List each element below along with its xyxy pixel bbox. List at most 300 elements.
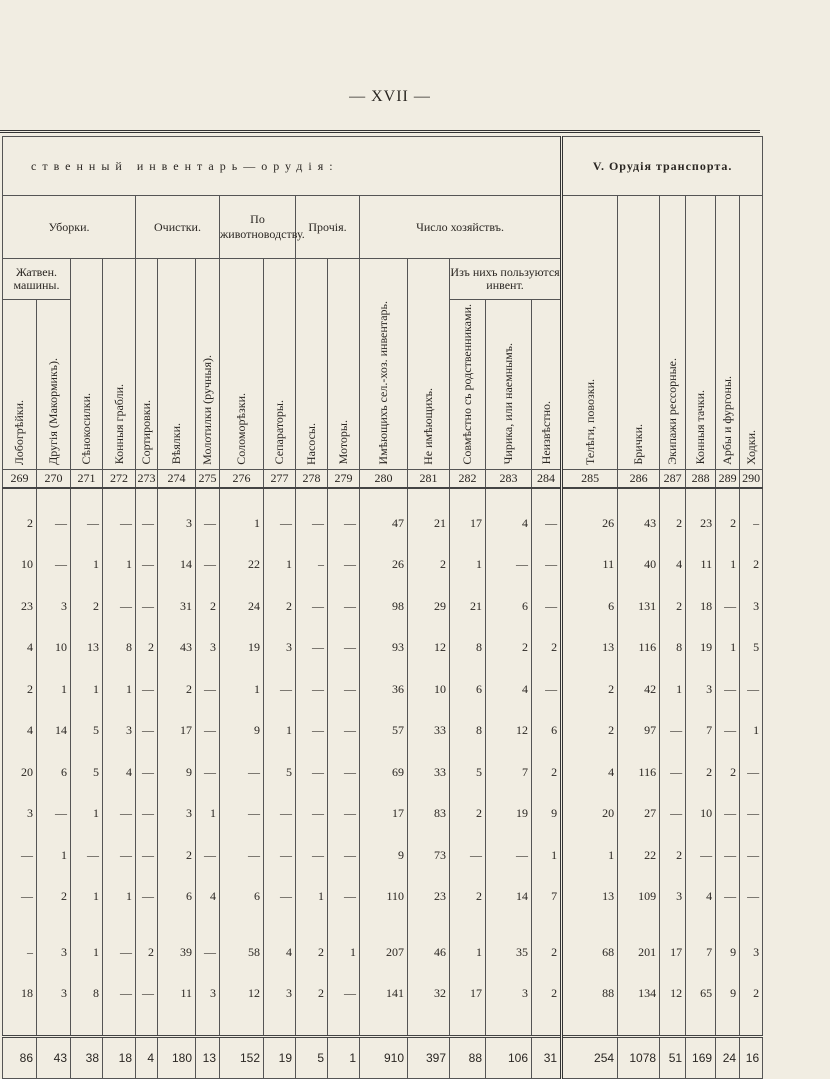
spacer-cell xyxy=(740,488,763,503)
table-cell: 3 xyxy=(158,503,196,545)
table-cell: — xyxy=(37,793,71,835)
spacer-cell xyxy=(136,488,158,503)
table-cell: 2 xyxy=(136,932,158,974)
group-uborki: Уборки. xyxy=(3,196,136,259)
spacer-cell xyxy=(532,488,562,503)
table-cell: 6 xyxy=(532,710,562,752)
table-cell: 2 xyxy=(71,586,103,628)
table-cell: – xyxy=(3,932,37,974)
total-cell: 106 xyxy=(486,1036,532,1078)
table-cell: — xyxy=(136,752,158,794)
spacer-cell xyxy=(136,918,158,932)
table-cell: — xyxy=(136,669,158,711)
table-cell: — xyxy=(196,669,220,711)
table-cell: — xyxy=(716,876,740,918)
table-cell: 141 xyxy=(360,973,408,1015)
table-cell: 5 xyxy=(71,752,103,794)
table-cell: 1 xyxy=(716,627,740,669)
table-cell: — xyxy=(220,835,264,877)
table-cell: 2 xyxy=(486,627,532,669)
column-number: 269 xyxy=(3,469,37,488)
table-cell: 2 xyxy=(562,710,618,752)
spacer-cell xyxy=(716,1015,740,1037)
table-cell: 2 xyxy=(158,669,196,711)
table-cell: 3 xyxy=(37,586,71,628)
spacer-cell xyxy=(686,488,716,503)
spacer-cell xyxy=(328,918,360,932)
column-number: 274 xyxy=(158,469,196,488)
table-cell: — xyxy=(328,710,360,752)
spacer-cell xyxy=(686,1015,716,1037)
table-cell: 3 xyxy=(37,932,71,974)
group-prochiya: Прочія. xyxy=(296,196,360,259)
table-cell: — xyxy=(296,752,328,794)
table-cell: 1 xyxy=(71,669,103,711)
col-header-275: Молотилки (ручныя). xyxy=(196,259,220,470)
table-cell: 1 xyxy=(450,544,486,586)
table-cell: 8 xyxy=(71,973,103,1015)
column-number: 289 xyxy=(716,469,740,488)
table-cell: 18 xyxy=(686,586,716,628)
spacer-cell xyxy=(360,488,408,503)
table-cell: — xyxy=(532,586,562,628)
table-cell: — xyxy=(103,793,136,835)
table-cell: 3 xyxy=(264,973,296,1015)
spacer-cell xyxy=(3,1015,37,1037)
table-cell: — xyxy=(220,752,264,794)
total-cell: 51 xyxy=(660,1036,686,1078)
table-cell: 2 xyxy=(716,752,740,794)
table-cell: 6 xyxy=(158,876,196,918)
table-cell: 24 xyxy=(220,586,264,628)
table-cell: 3 xyxy=(196,627,220,669)
spacer-cell xyxy=(103,1015,136,1037)
table-cell: 3 xyxy=(37,973,71,1015)
table-cell: 4 xyxy=(3,627,37,669)
table-cell: 10 xyxy=(37,627,71,669)
table-cell: — xyxy=(103,973,136,1015)
table-cell: 14 xyxy=(158,544,196,586)
table-cell: 3 xyxy=(686,669,716,711)
spacer-cell xyxy=(328,1015,360,1037)
total-cell: 1 xyxy=(328,1036,360,1078)
table-cell: — xyxy=(136,793,158,835)
spacer-cell xyxy=(220,488,264,503)
table-cell: 7 xyxy=(532,876,562,918)
table-cell: — xyxy=(296,627,328,669)
table-cell: 1 xyxy=(196,793,220,835)
col-header-277: Сепараторы. xyxy=(264,259,296,470)
total-cell: 18 xyxy=(103,1036,136,1078)
column-number: 280 xyxy=(360,469,408,488)
table-cell: 12 xyxy=(486,710,532,752)
spacer-cell xyxy=(37,488,71,503)
table-cell: 1 xyxy=(71,544,103,586)
spacer-cell xyxy=(618,1015,660,1037)
col-header-281: Не имѣющихъ. xyxy=(408,259,450,470)
table-cell: 31 xyxy=(158,586,196,628)
col-header-286: Брички. xyxy=(618,196,660,470)
col-header-288: Конныя тачки. xyxy=(686,196,716,470)
table-cell: — xyxy=(71,503,103,545)
table-cell: 1 xyxy=(264,544,296,586)
total-cell: 5 xyxy=(296,1036,328,1078)
spacer-cell xyxy=(220,1015,264,1037)
table-cell: 10 xyxy=(686,793,716,835)
table-cell: 20 xyxy=(3,752,37,794)
col-header-290: Ходки. xyxy=(740,196,763,470)
spacer-cell xyxy=(408,488,450,503)
spacer-cell xyxy=(686,918,716,932)
table-cell: 1 xyxy=(37,835,71,877)
table-row xyxy=(3,544,763,586)
table-cell: — xyxy=(136,710,158,752)
table-cell: — xyxy=(716,586,740,628)
table-cell: — xyxy=(103,932,136,974)
table-cell: 4 xyxy=(486,669,532,711)
table-cell: — xyxy=(196,752,220,794)
spacer-cell xyxy=(486,488,532,503)
table-cell: 2 xyxy=(408,544,450,586)
table-cell: 19 xyxy=(220,627,264,669)
table-cell: 2 xyxy=(740,973,763,1015)
table-cell: 5 xyxy=(740,627,763,669)
table-cell: — xyxy=(296,586,328,628)
section-left-title: ственный инвентарь—орудія: xyxy=(3,137,562,196)
table-cell: 1 xyxy=(220,503,264,545)
table-cell: — xyxy=(264,669,296,711)
table-cell: — xyxy=(328,544,360,586)
section-right-title: V. Орудія транспорта. xyxy=(562,137,763,196)
table-cell: — xyxy=(328,586,360,628)
table-cell: 2 xyxy=(532,973,562,1015)
table-cell: 2 xyxy=(450,876,486,918)
table-cell: — xyxy=(328,876,360,918)
table-cell: 1 xyxy=(296,876,328,918)
table-cell: — xyxy=(296,793,328,835)
table-row xyxy=(3,876,763,918)
table-cell: 43 xyxy=(158,627,196,669)
table-cell: — xyxy=(328,793,360,835)
table-cell: — xyxy=(486,544,532,586)
total-cell: 152 xyxy=(220,1036,264,1078)
column-number: 272 xyxy=(103,469,136,488)
spacer-cell xyxy=(740,918,763,932)
table-cell: 3 xyxy=(158,793,196,835)
spacer-cell xyxy=(158,488,196,503)
table-cell: 58 xyxy=(220,932,264,974)
col-header-278: Насосы. xyxy=(296,259,328,470)
table-cell: 3 xyxy=(196,973,220,1015)
table-cell: 27 xyxy=(618,793,660,835)
column-number: 288 xyxy=(686,469,716,488)
total-cell: 180 xyxy=(158,1036,196,1078)
table-cell: 11 xyxy=(562,544,618,586)
table-cell: 17 xyxy=(158,710,196,752)
spacer-cell xyxy=(158,918,196,932)
table-cell: 17 xyxy=(360,793,408,835)
spacer-cell xyxy=(296,918,328,932)
table-cell: — xyxy=(196,544,220,586)
spacer-cell xyxy=(716,918,740,932)
spacer-cell xyxy=(136,1015,158,1037)
table-cell: 3 xyxy=(740,932,763,974)
col-header-289: Арбы и фургоны. xyxy=(716,196,740,470)
table-cell: 1 xyxy=(328,932,360,974)
table-cell: 2 xyxy=(296,932,328,974)
table-cell: 1 xyxy=(264,710,296,752)
table-cell: 4 xyxy=(562,752,618,794)
table-cell: 23 xyxy=(3,586,37,628)
col-header-270: Другія (Макормикъ). xyxy=(37,300,71,470)
table-cell: — xyxy=(328,627,360,669)
spacer-cell xyxy=(296,488,328,503)
table-cell: 17 xyxy=(660,932,686,974)
table-cell: 20 xyxy=(562,793,618,835)
total-cell: 169 xyxy=(686,1036,716,1078)
total-cell: 24 xyxy=(716,1036,740,1078)
spacer-cell xyxy=(158,1015,196,1037)
table-cell: 1 xyxy=(71,932,103,974)
table-cell: 32 xyxy=(408,973,450,1015)
spacer-cell xyxy=(37,918,71,932)
table-cell: 2 xyxy=(3,503,37,545)
table-cell: 4 xyxy=(3,710,37,752)
col-header-271: Сѣнокосилки. xyxy=(71,259,103,470)
spacer-cell xyxy=(71,1015,103,1037)
table-cell: 47 xyxy=(360,503,408,545)
column-number: 290 xyxy=(740,469,763,488)
col-header-283: Чирика, или наемнымъ. xyxy=(486,300,532,470)
spacer-cell xyxy=(408,1015,450,1037)
group-chislo: Число хозяйствъ. xyxy=(360,196,562,259)
table-cell: — xyxy=(264,793,296,835)
table-cell: 23 xyxy=(686,503,716,545)
spacer-cell xyxy=(264,1015,296,1037)
spacer-cell xyxy=(3,488,37,503)
table-cell: 10 xyxy=(3,544,37,586)
total-cell: 43 xyxy=(37,1036,71,1078)
table-cell: — xyxy=(71,835,103,877)
table-cell: 134 xyxy=(618,973,660,1015)
table-cell: — xyxy=(196,503,220,545)
table-cell: 1 xyxy=(220,669,264,711)
table-cell: 2 xyxy=(740,544,763,586)
table-cell: 46 xyxy=(408,932,450,974)
table-row xyxy=(3,627,763,669)
table-cell: 73 xyxy=(408,835,450,877)
table-cell: — xyxy=(136,973,158,1015)
table-cell: — xyxy=(103,503,136,545)
table-cell: 42 xyxy=(618,669,660,711)
table-cell: 19 xyxy=(486,793,532,835)
table-cell: — xyxy=(136,544,158,586)
spacer-cell xyxy=(532,1015,562,1037)
table-cell: — xyxy=(264,876,296,918)
total-cell: 86 xyxy=(3,1036,37,1078)
table-row xyxy=(3,973,763,1015)
table-cell: — xyxy=(296,503,328,545)
table-cell: 116 xyxy=(618,752,660,794)
table-cell: 29 xyxy=(408,586,450,628)
table-cell: 201 xyxy=(618,932,660,974)
table-cell: 7 xyxy=(686,932,716,974)
table-cell: 65 xyxy=(686,973,716,1015)
table-cell: 1 xyxy=(37,669,71,711)
spacer-cell xyxy=(740,1015,763,1037)
table-cell: 12 xyxy=(220,973,264,1015)
table-cell: 12 xyxy=(660,973,686,1015)
column-number: 281 xyxy=(408,469,450,488)
col-header-285: Телѣги, повозки. xyxy=(562,196,618,470)
table-cell: — xyxy=(328,835,360,877)
table-cell: — xyxy=(532,669,562,711)
table-cell: — xyxy=(37,503,71,545)
total-cell: 13 xyxy=(196,1036,220,1078)
table-cell: 97 xyxy=(618,710,660,752)
table-cell: 22 xyxy=(618,835,660,877)
spacer-cell xyxy=(486,918,532,932)
column-number: 277 xyxy=(264,469,296,488)
table-cell: — xyxy=(686,835,716,877)
table-cell: 6 xyxy=(37,752,71,794)
col-header-280: Имѣющихъ сел.-хоз. инвентарь. xyxy=(360,259,408,470)
table-row xyxy=(3,669,763,711)
table-cell: 8 xyxy=(660,627,686,669)
column-number: 282 xyxy=(450,469,486,488)
table-cell: 8 xyxy=(450,710,486,752)
table-cell: — xyxy=(532,503,562,545)
table-cell: 1 xyxy=(716,544,740,586)
spacer-cell xyxy=(264,488,296,503)
total-cell: 1078 xyxy=(618,1036,660,1078)
table-cell: 35 xyxy=(486,932,532,974)
table-cell: – xyxy=(296,544,328,586)
table-cell: 2 xyxy=(660,503,686,545)
table-cell: 116 xyxy=(618,627,660,669)
table-cell: 4 xyxy=(660,544,686,586)
table-cell: — xyxy=(136,586,158,628)
table-cell: — xyxy=(716,669,740,711)
col-header-273: Сортировки. xyxy=(136,259,158,470)
table-cell: 57 xyxy=(360,710,408,752)
column-number: 284 xyxy=(532,469,562,488)
table-cell: — xyxy=(103,586,136,628)
spacer-cell xyxy=(562,488,618,503)
table-cell: 2 xyxy=(450,793,486,835)
col-header-279: Моторы. xyxy=(328,259,360,470)
data-rows xyxy=(3,488,763,1037)
table-cell: 3 xyxy=(264,627,296,669)
table-cell: — xyxy=(328,669,360,711)
spacer-cell xyxy=(328,488,360,503)
table-cell: — xyxy=(740,752,763,794)
page-number: — XVII — xyxy=(349,88,431,105)
column-number: 283 xyxy=(486,469,532,488)
table-cell: 2 xyxy=(716,503,740,545)
spacer-cell xyxy=(71,488,103,503)
table-cell: — xyxy=(740,669,763,711)
table-cell: 93 xyxy=(360,627,408,669)
top-rule xyxy=(0,130,760,133)
total-cell: 88 xyxy=(450,1036,486,1078)
table-row xyxy=(3,835,763,877)
table-cell: 17 xyxy=(450,503,486,545)
table-cell: 1 xyxy=(103,876,136,918)
col-header-287: Экипажи рессорные. xyxy=(660,196,686,470)
spacer-cell xyxy=(450,918,486,932)
table-cell: — xyxy=(328,503,360,545)
table-cell: 2 xyxy=(264,586,296,628)
table-cell: 14 xyxy=(37,710,71,752)
table-cell: — xyxy=(660,793,686,835)
table-cell: 18 xyxy=(3,973,37,1015)
table-cell: 11 xyxy=(686,544,716,586)
table-cell: 68 xyxy=(562,932,618,974)
table-cell: 10 xyxy=(408,669,450,711)
total-cell: 4 xyxy=(136,1036,158,1078)
spacer-cell xyxy=(618,488,660,503)
table-cell: — xyxy=(136,503,158,545)
table-cell: — xyxy=(740,835,763,877)
spacer-cell xyxy=(264,918,296,932)
table-cell: — xyxy=(37,544,71,586)
table-cell: 40 xyxy=(618,544,660,586)
col-header-276: Соломорѣзки. xyxy=(220,259,264,470)
table-cell: 9 xyxy=(158,752,196,794)
spacer-cell xyxy=(660,1015,686,1037)
table-cell: 9 xyxy=(716,973,740,1015)
table-cell: 1 xyxy=(450,932,486,974)
table-cell: 14 xyxy=(486,876,532,918)
table-cell: 9 xyxy=(716,932,740,974)
table-cell: 1 xyxy=(71,793,103,835)
table-cell: — xyxy=(3,876,37,918)
table-cell: — xyxy=(486,835,532,877)
table-cell: 4 xyxy=(264,932,296,974)
spacer-cell xyxy=(486,1015,532,1037)
table-cell: 1 xyxy=(71,876,103,918)
spacer-cell xyxy=(296,1015,328,1037)
table-cell: 2 xyxy=(196,586,220,628)
table-cell: 110 xyxy=(360,876,408,918)
spacer-cell xyxy=(562,918,618,932)
table-cell: 13 xyxy=(71,627,103,669)
spacer-cell xyxy=(196,1015,220,1037)
table-cell: 33 xyxy=(408,752,450,794)
subgroup-zhatven: Жатвен. машины. xyxy=(3,259,71,300)
table-cell: 5 xyxy=(264,752,296,794)
column-number: 287 xyxy=(660,469,686,488)
table-cell: 9 xyxy=(360,835,408,877)
spacer-cell xyxy=(716,488,740,503)
table-cell: 39 xyxy=(158,932,196,974)
column-number: 271 xyxy=(71,469,103,488)
spacer-cell xyxy=(196,488,220,503)
col-header-272: Конныя грабли. xyxy=(103,259,136,470)
table-row xyxy=(3,503,763,545)
table-cell: 43 xyxy=(618,503,660,545)
table-cell: 2 xyxy=(296,973,328,1015)
table-cell: 2 xyxy=(37,876,71,918)
spacer-cell xyxy=(450,1015,486,1037)
table-cell: 4 xyxy=(103,752,136,794)
table-cell: 1 xyxy=(103,544,136,586)
group-zhivot: По животноводству. xyxy=(220,196,296,259)
col-header-269: Лобогрѣйки. xyxy=(3,300,37,470)
table-cell: 9 xyxy=(220,710,264,752)
column-number: 276 xyxy=(220,469,264,488)
